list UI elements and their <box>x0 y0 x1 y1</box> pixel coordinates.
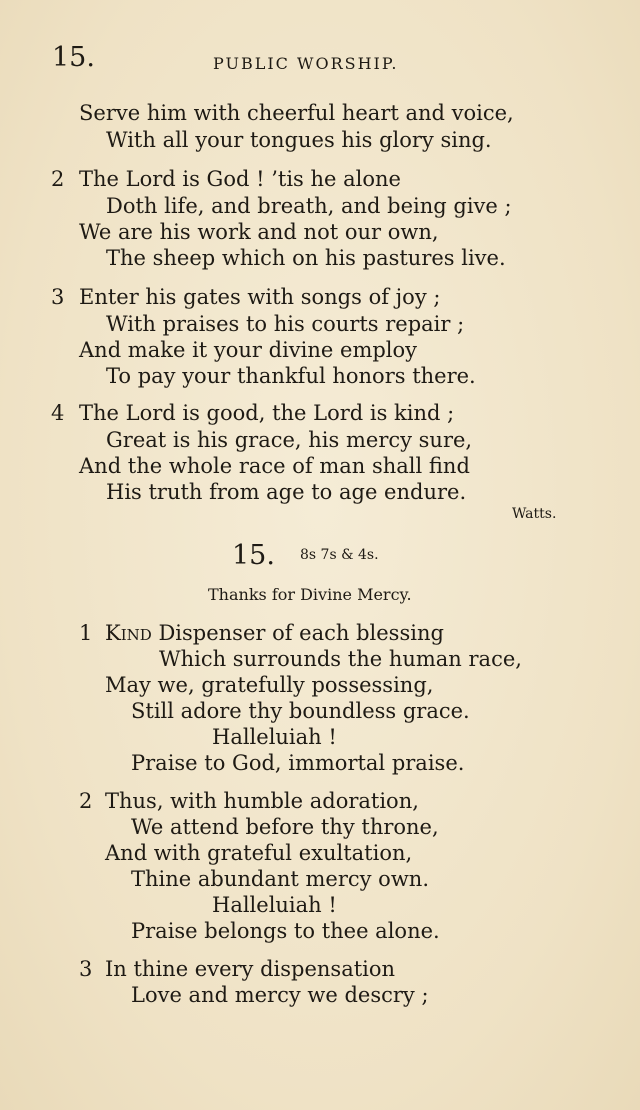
verse-line: We attend before thy throne, <box>131 815 439 839</box>
verse-line: Which surrounds the human race, <box>159 647 522 671</box>
verse-line: May we, gratefully possessing, <box>105 673 434 697</box>
hymn-title: Thanks for Divine Mercy. <box>208 585 412 604</box>
verse-number: 2 <box>51 167 65 191</box>
verse-line: To pay your thankful honors there. <box>106 364 476 388</box>
page-number: 15. <box>52 42 95 73</box>
verse-number: 4 <box>51 401 65 425</box>
verse-line: The Lord is God ! ’tis he alone <box>79 167 401 191</box>
verse-line: The sheep which on his pastures live. <box>106 246 506 270</box>
verse-line: The Lord is good, the Lord is kind ; <box>79 401 455 425</box>
verse-number: 3 <box>51 285 65 309</box>
verse-line: Halleluiah ! <box>212 725 337 749</box>
verse-line: Serve him with cheerful heart and voice, <box>79 101 514 125</box>
verse-line: Enter his gates with songs of joy ; <box>79 285 441 309</box>
verse-line: Great is his grace, his mercy sure, <box>106 428 473 452</box>
verse-line: Halleluiah ! <box>212 893 337 917</box>
running-header: PUBLIC WORSHIP. <box>213 54 399 73</box>
verse-number: 1 <box>79 621 93 645</box>
verse-line: In thine every dispensation <box>105 957 396 981</box>
verse-line: And the whole race of man shall find <box>79 454 470 478</box>
verse-first-line <box>105 620 444 646</box>
hymn-author: Watts. <box>512 506 557 522</box>
verse-line: Thus, with humble adoration, <box>105 789 419 813</box>
hymn-meter: 8s 7s & 4s. <box>300 547 379 563</box>
verse-line: We are his work and not our own, <box>79 220 439 244</box>
verse-line: With praises to his courts repair ; <box>106 312 465 336</box>
verse-line: Praise belongs to thee alone. <box>131 919 440 943</box>
verse-line: With all your tongues his glory sing. <box>106 128 492 152</box>
verse-line: Praise to God, immortal praise. <box>131 751 465 775</box>
verse-line: His truth from age to age endure. <box>106 480 467 504</box>
verse-line: And with grateful exultation, <box>105 841 413 865</box>
verse-line-rest: Dispenser of each blessing <box>151 621 444 645</box>
verse-line: And make it your divine employ <box>79 338 418 362</box>
hymn-number: 15. <box>232 540 275 571</box>
verse-number: 2 <box>79 789 93 813</box>
verse-line: Doth life, and breath, and being give ; <box>106 194 512 218</box>
verse-line: Love and mercy we descry ; <box>131 983 429 1007</box>
verse-number: 3 <box>79 957 93 981</box>
drop-word: Kind <box>105 621 152 645</box>
verse-line: Thine abundant mercy own. <box>131 867 429 891</box>
verse-line: Still adore thy boundless grace. <box>131 699 470 723</box>
